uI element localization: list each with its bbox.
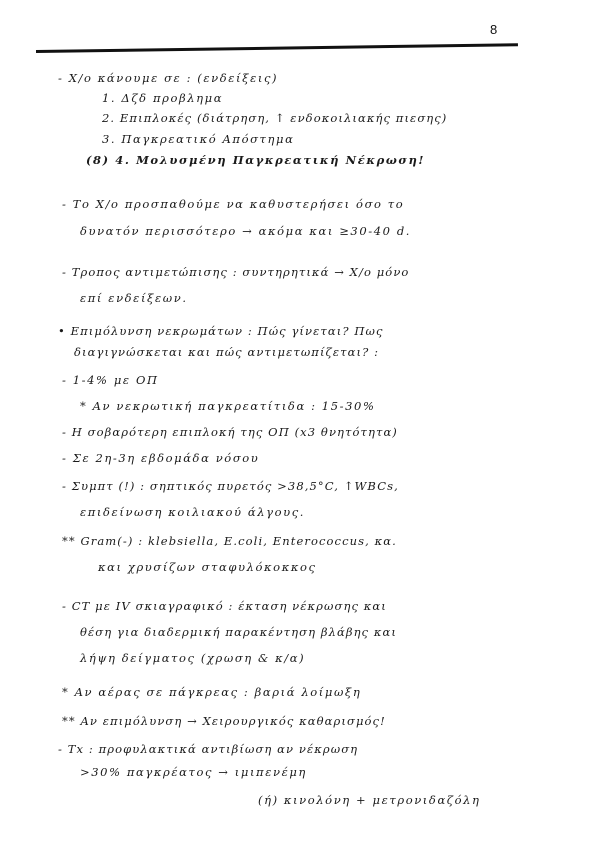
- text-line: - Συμπτ (!) : σηπτικός πυρετός >38,5°C, ↑WBCs,: [62, 479, 399, 493]
- text-line: - CT με IV σκιαγραφικό : έκταση νέκρωσης και: [62, 599, 387, 613]
- text-line: • Επιμόλυνση νεκρωμάτων : Πώς γίνεται? Πως: [58, 324, 384, 338]
- text-line: επιδείνωση κοιλιακού άλγους.: [80, 505, 305, 519]
- text-line: * Αν αέρας σε πάγκρεας : βαριά λοίμωξη: [62, 685, 362, 699]
- text-line: - Σε 2η-3η εβδομάδα νόσου: [62, 451, 260, 465]
- text-line: και χρυσίζων σταφυλόκοκκος: [98, 560, 317, 574]
- text-line: (ή) κινολόνη + μετρονιδαζόλη: [258, 793, 481, 807]
- text-line: ** Gram(-) : klebsiella, E.coli, Enterococcus, κα.: [62, 534, 397, 548]
- text-line: - Η σοβαρότερη επιπλοκή της ΟΠ (x3 θνητότητα): [62, 425, 398, 439]
- text-line: λήψη δείγματος (χρωση & κ/α): [80, 651, 306, 665]
- text-line: 1. Δζδ προβλημα: [102, 91, 224, 105]
- text-line: επί ενδείξεων.: [80, 291, 188, 305]
- page-header-rule: [36, 43, 518, 53]
- text-line: διαγιγνώσκεται και πώς αντιμετωπίζεται? :: [74, 345, 380, 359]
- text-line: - Tx : προφυλακτικά αντιβίωση αν νέκρωση: [58, 742, 359, 756]
- text-line: ** Αν επιμόλυνση → Χειρουργικός καθαρισμός!: [62, 714, 386, 728]
- text-line: δυνατόν περισσότερο → ακόμα και ≥30-40 d.: [80, 224, 412, 238]
- text-line: 3. Παγκρεατικό Απόστημα: [102, 132, 295, 146]
- text-line: (8) 4. Μολυσμένη Παγκρεατική Νέκρωση!: [86, 153, 426, 167]
- text-line: - Χ/ο κάνουμε σε : (ενδείξεις): [58, 71, 279, 85]
- text-line: - 1-4% με ΟΠ: [62, 373, 159, 387]
- page-number: 8: [490, 22, 498, 37]
- text-line: - Το Χ/ο προσπαθούμε να καθυστερήσει όσο το: [62, 197, 405, 211]
- text-line: θέση για διαδερμική παρακέντηση βλάβης και: [80, 625, 397, 639]
- text-line: 2. Επιπλοκές (διάτρηση, ↑ ενδοκοιλιακής πιεσης): [102, 111, 448, 125]
- text-line: >30% παγκρέατος → ιμιπενέμη: [80, 765, 307, 779]
- text-line: - Τροπος αντιμετώπισης : συντηρητικά → Χ/ο μόνο: [62, 265, 410, 279]
- text-line: * Αν νεκρωτική παγκρεατίτιδα : 15-30%: [80, 399, 376, 413]
